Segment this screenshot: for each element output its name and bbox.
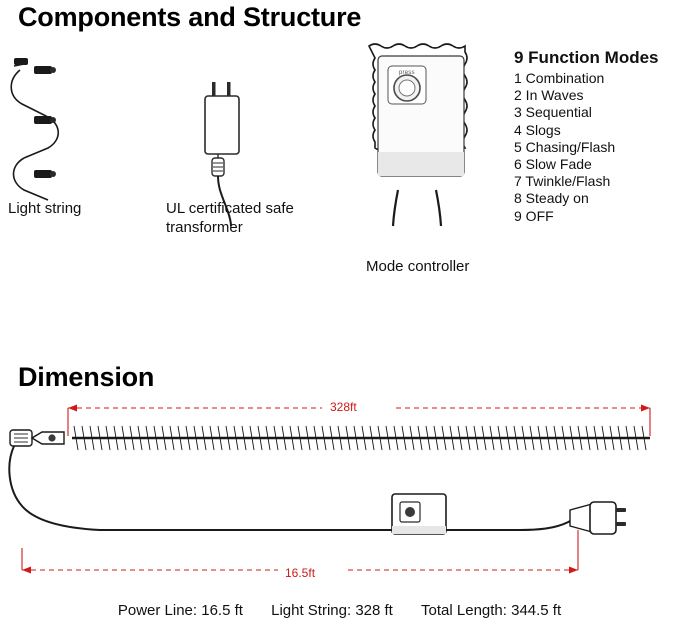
controller-press-label: press — [399, 70, 415, 76]
dimension-illustration — [0, 398, 679, 598]
mode-item-9: 9 OFF — [514, 207, 554, 224]
mode-item-1: 1 Combination — [514, 70, 605, 86]
light-string-run — [72, 426, 650, 450]
summary-row — [0, 602, 679, 619]
mode-item-7: 7 Twinkle/Flash — [514, 173, 611, 190]
caption-transformer: UL certificated safe transformer — [166, 200, 294, 236]
mode-controller-graphic — [369, 44, 467, 226]
mode-item-8: 8 Steady on — [514, 190, 589, 207]
string-end-connector — [10, 430, 64, 446]
light-string-graphic — [11, 64, 58, 200]
caption-light-string: Light string — [8, 200, 82, 217]
dimension-label-165ft: 16.5ft — [285, 566, 316, 580]
summary-total-length: Total Length: 344.5 ft — [421, 602, 562, 619]
power-plug — [570, 502, 626, 534]
mode-item-4: 4 Slogs — [514, 121, 561, 138]
mode-item-2: 2 In Waves — [514, 87, 584, 104]
caption-mode-controller: Mode controller — [366, 258, 470, 275]
page-title-dimension: Dimension — [18, 362, 155, 392]
page-title-components: Components and Structure — [18, 2, 362, 32]
function-modes-list — [514, 48, 679, 225]
mode-item-3: 3 Sequential — [514, 104, 592, 121]
function-modes-title: 9 Function Modes — [514, 48, 659, 67]
power-line — [9, 446, 572, 530]
dimension-label-328ft: 328ft — [330, 400, 357, 414]
mode-item-6: 6 Slow Fade — [514, 156, 592, 173]
inline-controller-box — [392, 494, 446, 534]
summary-light-string: Light String: 328 ft — [271, 602, 393, 619]
summary-power-line: Power Line: 16.5 ft — [117, 602, 243, 619]
mode-item-5: 5 Chasing/Flash — [514, 138, 616, 155]
